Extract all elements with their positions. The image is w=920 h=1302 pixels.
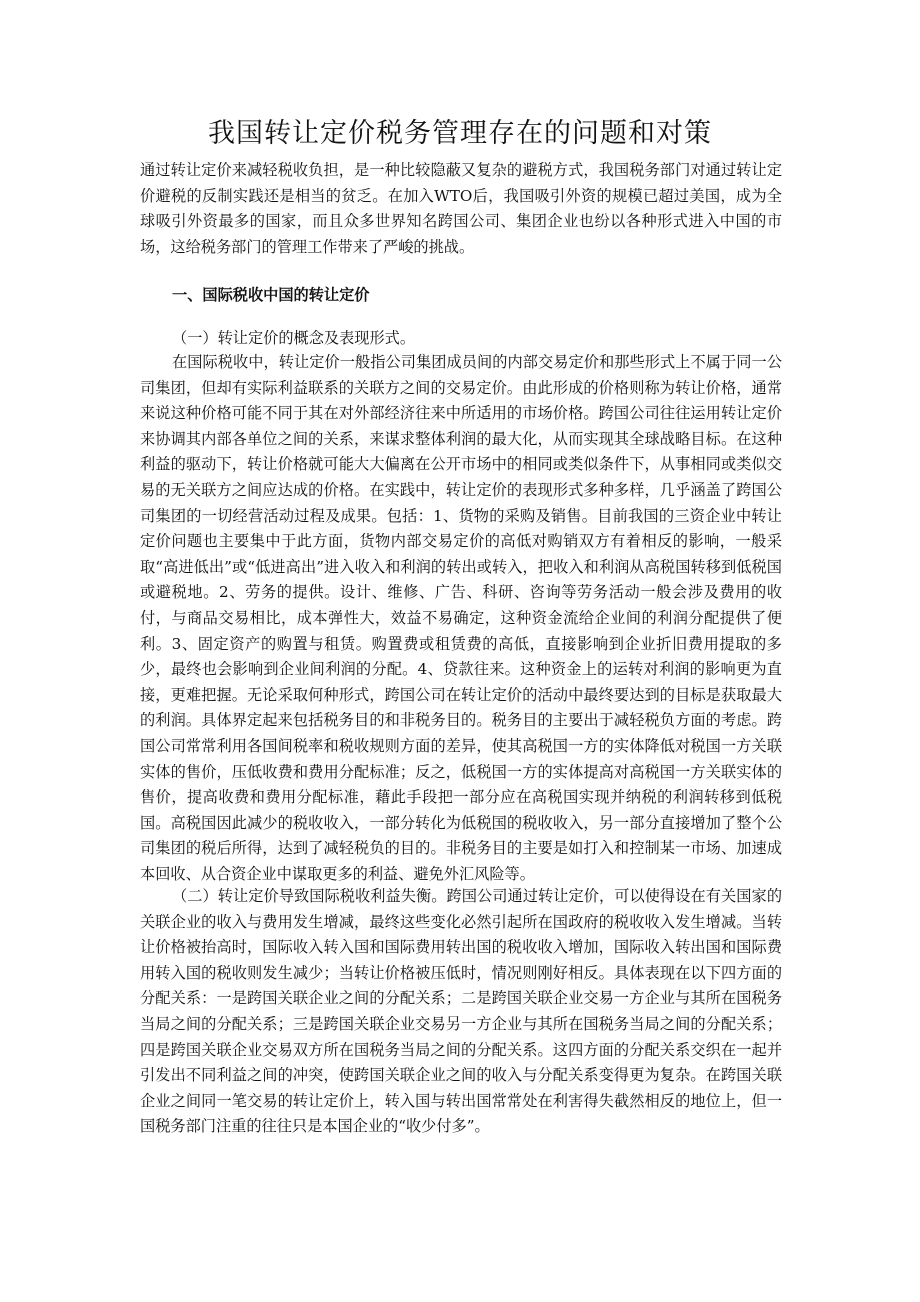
body-paragraph-1: 在国际税收中，转让定价一般指公司集团成员间的内部交易定价和那些形式上不属于同一公司集团，但却有实际利益联系的关联方之间的交易定价。由此形成的价格则称为转让价格，通常来说这种价格可能不同于其在对外部经济往来中所适用的市场价格。跨国公司往往运用转让定价来协调其内部各单位之间的关系，来谋求整体利润的最大化，从而实现其全球战略目标。在这种利益的驱动下，转让价格就可能大大偏离在公开市场中的相同或类似条件下，从事相同或类似交易的无关联方之间应达成的价格。在实践中，转让定价的表现形式多种多样，几乎涵盖了跨国公司集团的一切经营活动过程及成果。包括：1、货物的采购及销售。目前我国的三资企业中转让定价问题也主要集中于此方面，货物内部交易定价的高低对购销双方有着相反的影响，一般采取“高进低出”或“低进高出”进入收入和利润的转出或转入，把收入和利润从高税国转移到低税国或避税地。2、劳务的提供。设计、维修、广告、科研、咨询等劳务活动一般会涉及费用的收付，与商品交易相比，成本弹性大，效益不易确定，这种资金流给企业间的利润分配提供了便利。3、固定资产的购置与租赁。购置费或租赁费的高低，直接影响到企业折旧费用提取的多少，最终也会影响到企业间利润的分配。4、贷款往来。这种资金上的运转对利润的影响更为直接，更难把握。无论采取何种形式，跨国公司在转让定价的活动中最终要达到的目标是获取最大的利润。具体界定起来包括税务目的和非税务目的。税务目的主要出于减轻税负方面的考虑。跨国公司常常利用各国间税率和税收规则方面的差异，使其高税国一方的实体降低对税国一方关联实体的售价，压低收费和费用分配标准；反之，低税国一方的实体提高对高税国一方关联实体的售价，提高收费和费用分配标准，藉此手段把一部分应在高税国实现并纳税的利润转移到低税国。高税国因此减少的税收收入，一部分转化为低税国的税收收入，另一部分直接增加了整个公司集团的税后所得，达到了减轻税负的目的。非税务目的主要是如打入和控制某一市场、加速成本回收、从合资企业中谋取更多的利益、避免外汇风险等。 — [140, 353, 782, 883]
body-paragraph-2: （二）转让定价导致国际税收利益失衡。跨国公司通过转让定价，可以使得设在有关国家的关联企业的收入与费用发生增减，最终这些变化必然引起所在国政府的税收收入发生增减。当转让价格被抬高时，国际收入转入国和国际费用转出国的税收收入增加，国际收入转出国和国际费用转入国的税收则发生减少；当转让价格被压低时，情况则刚好相反。具体表现在以下四方面的分配关系：一是跨国关联企业之间的分配关系；二是跨国关联企业交易一方企业与其所在国税务当局之间的分配关系；三是跨国关联企业交易另一方企业与其所在国税务当局之间的分配关系；四是跨国关联企业交易双方所在国税务当局之间的分配关系。这四方面的分配关系交织在一起并引发出不同利益之间的冲突，使跨国关联企业之间的收入与分配关系变得更为复杂。在跨国关联企业之间同一笔交易的转让定价上，转入国与转出国常常处在利害得失截然相反的地位上，但一国税务部门注重的往往只是本国企业的“收少付多”。 — [140, 887, 782, 1136]
document-title: 我国转让定价税务管理存在的问题和对策 — [208, 118, 712, 149]
intro-paragraph: 通过转让定价来减轻税收负担，是一种比较隐蔽又复杂的避税方式，我国税务部门对通过转让定价避税的反制实践还是相当的贫乏。在加入WTO后，我国吸引外资的规模已超过美国，成为全球吸引外资最多的国家，而且众多世界知名跨国公司、集团企业也纷以各种形式进入中国的市场，这给税务部门的管理工作带来了严峻的挑战。 — [140, 161, 782, 256]
section-heading-1: 一、国际税收中国的转让定价 — [172, 286, 370, 304]
subsection-heading-1: （一）转让定价的概念及表现形式。 — [172, 329, 415, 347]
